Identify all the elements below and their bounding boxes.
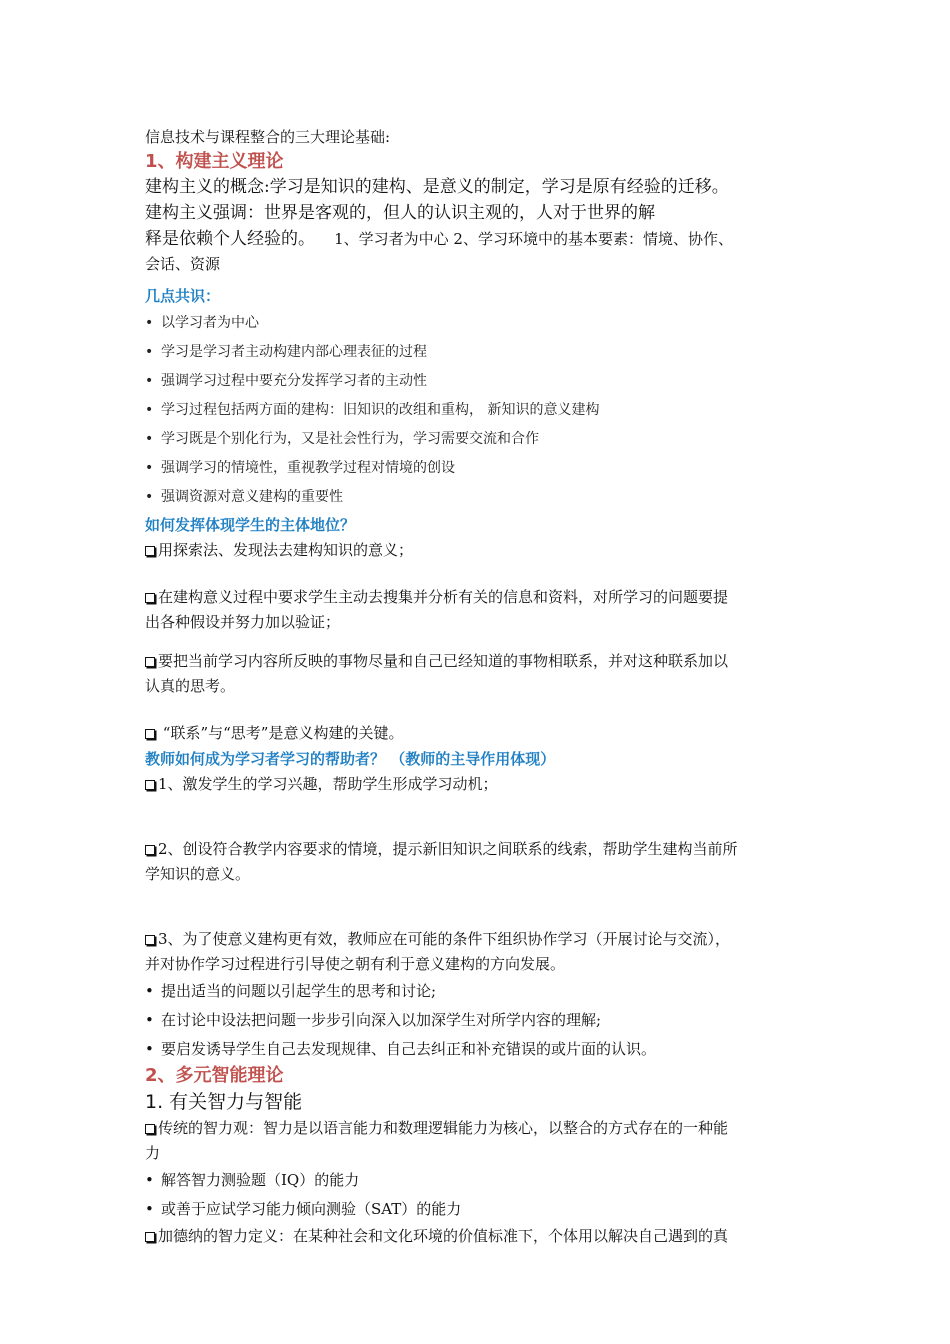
constructivism-concept: 建构主义的概念:学习是知识的建构、是意义的制定，学习是原有经验的迁移。 bbox=[145, 177, 729, 197]
consensus-title: 几点共识： bbox=[145, 287, 221, 305]
checkbox-icon bbox=[145, 593, 155, 603]
bullet-icon: • bbox=[145, 1171, 154, 1189]
checkbox-icon bbox=[145, 780, 155, 790]
list-item: • 强调学习的情境性，重视教学过程对情境的创设 bbox=[145, 454, 815, 483]
constructivism-emphasis-3: 会话、资源 bbox=[145, 255, 221, 273]
constructivism-emphasis-2 bbox=[145, 226, 815, 252]
section1-title: 1、构建主义理论 bbox=[145, 151, 284, 172]
bullet-icon: • bbox=[145, 489, 154, 505]
list-item: • 强调学习过程中要充分发挥学习者的主动性 bbox=[145, 367, 815, 396]
bullet-icon: • bbox=[145, 1011, 154, 1029]
student-title: 如何发挥体现学生的主体地位？ bbox=[145, 516, 356, 534]
list-item: • 提出适当的问题以引起学生的思考和讨论; bbox=[145, 977, 815, 1006]
list-item: • 解答智力测验题（IQ）的能力 bbox=[145, 1166, 815, 1195]
list-item: • 要启发诱导学生自己去发现规律、自己去纠正和补充错误的或片面的认识。 bbox=[145, 1035, 815, 1064]
bullet-icon: • bbox=[145, 373, 154, 389]
list-item: 3、为了使意义建构更有效，教师应在可能的条件下组织协作学习（开展讨论与交流）， 并对协作学习过程进行引导使之朝有利于意义建构的方向发展。 bbox=[145, 930, 731, 973]
bullet-icon: • bbox=[145, 315, 154, 331]
bullet-icon: • bbox=[145, 431, 154, 447]
list-item: • 学习是学习者主动构建内部心理表征的过程 bbox=[145, 338, 815, 367]
checkbox-icon bbox=[145, 1124, 155, 1134]
checkbox-icon bbox=[145, 935, 155, 945]
traditional-view: 传统的智力观：智力是以语言能力和数理逻辑能力为核心，以整合的方式存在的一种能 力 bbox=[145, 1119, 729, 1162]
list-item: 在建构意义过程中要求学生主动去搜集并分析有关的信息和资料，对所学习的问题要提 出各种假设并努力加以验证； bbox=[145, 588, 729, 631]
checkbox-icon bbox=[145, 845, 155, 855]
list-item: • 学习既是个别化行为，又是社会性行为，学习需要交流和合作 bbox=[145, 425, 815, 454]
section2-subtitle: 1. 有关智力与智能 bbox=[145, 1091, 303, 1113]
bullet-icon: • bbox=[145, 460, 154, 476]
list-item: “联系”与“思考”是意义构建的关键。 bbox=[145, 721, 815, 746]
checkbox-icon bbox=[145, 729, 155, 739]
teacher-list bbox=[145, 772, 815, 1064]
checkbox-icon bbox=[145, 1232, 155, 1242]
list-item: • 强调资源对意义建构的重要性 bbox=[145, 483, 815, 512]
bullet-icon: • bbox=[145, 1200, 154, 1218]
list-item: • 学习过程包括两方面的建构：旧知识的改组和重构， 新知识的意义建构 bbox=[145, 396, 815, 425]
intro-line: 信息技术与课程整合的三大理论基础: bbox=[145, 128, 391, 146]
bullet-icon: • bbox=[145, 1040, 154, 1058]
document-page bbox=[145, 118, 815, 1249]
list-item: • 在讨论中设法把问题一步步引向深入以加深学生对所学内容的理解; bbox=[145, 1006, 815, 1035]
consensus-list bbox=[145, 309, 815, 512]
checkbox-icon bbox=[145, 546, 155, 556]
list-item: 用探索法、发现法去建构知识的意义； bbox=[145, 538, 815, 563]
list-item: 1、激发学生的学习兴趣，帮助学生形成学习动机； bbox=[145, 772, 815, 797]
emphasis-2-text: 释是依赖个人经验的。 bbox=[145, 229, 315, 249]
constructivism-emphasis-1: 建构主义强调：世界是客观的，但人的认识主观的，人对于世界的解 bbox=[145, 203, 655, 223]
teacher-title: 教师如何成为学习者学习的帮助者？ （教师的主导作用体现） bbox=[145, 750, 556, 768]
bullet-icon: • bbox=[145, 982, 154, 1000]
student-list bbox=[145, 538, 815, 746]
gardner-definition: 加德纳的智力定义：在某种社会和文化环境的价值标准下，个体用以解决自己遇到的真 bbox=[145, 1224, 815, 1249]
list-item: 要把当前学习内容所反映的事物尽量和自己已经知道的事物相联系，并对这种联系加以 认真的思考。 bbox=[145, 652, 729, 695]
emphasis-2b-text: 1、学习者为中心 2、学习环境中的基本要素：情境、协作、 bbox=[334, 230, 733, 248]
checkbox-icon bbox=[145, 657, 155, 667]
bullet-icon: • bbox=[145, 402, 154, 418]
list-item: • 或善于应试学习能力倾向测验（SAT）的能力 bbox=[145, 1195, 815, 1224]
list-item: • 以学习者为中心 bbox=[145, 309, 815, 338]
bullet-icon: • bbox=[145, 344, 154, 360]
section2-title: 2、多元智能理论 bbox=[145, 1065, 284, 1086]
list-item: 2、创设符合教学内容要求的情境，提示新旧知识之间联系的线索，帮助学生建构当前所 学知识的意义。 bbox=[145, 840, 738, 883]
